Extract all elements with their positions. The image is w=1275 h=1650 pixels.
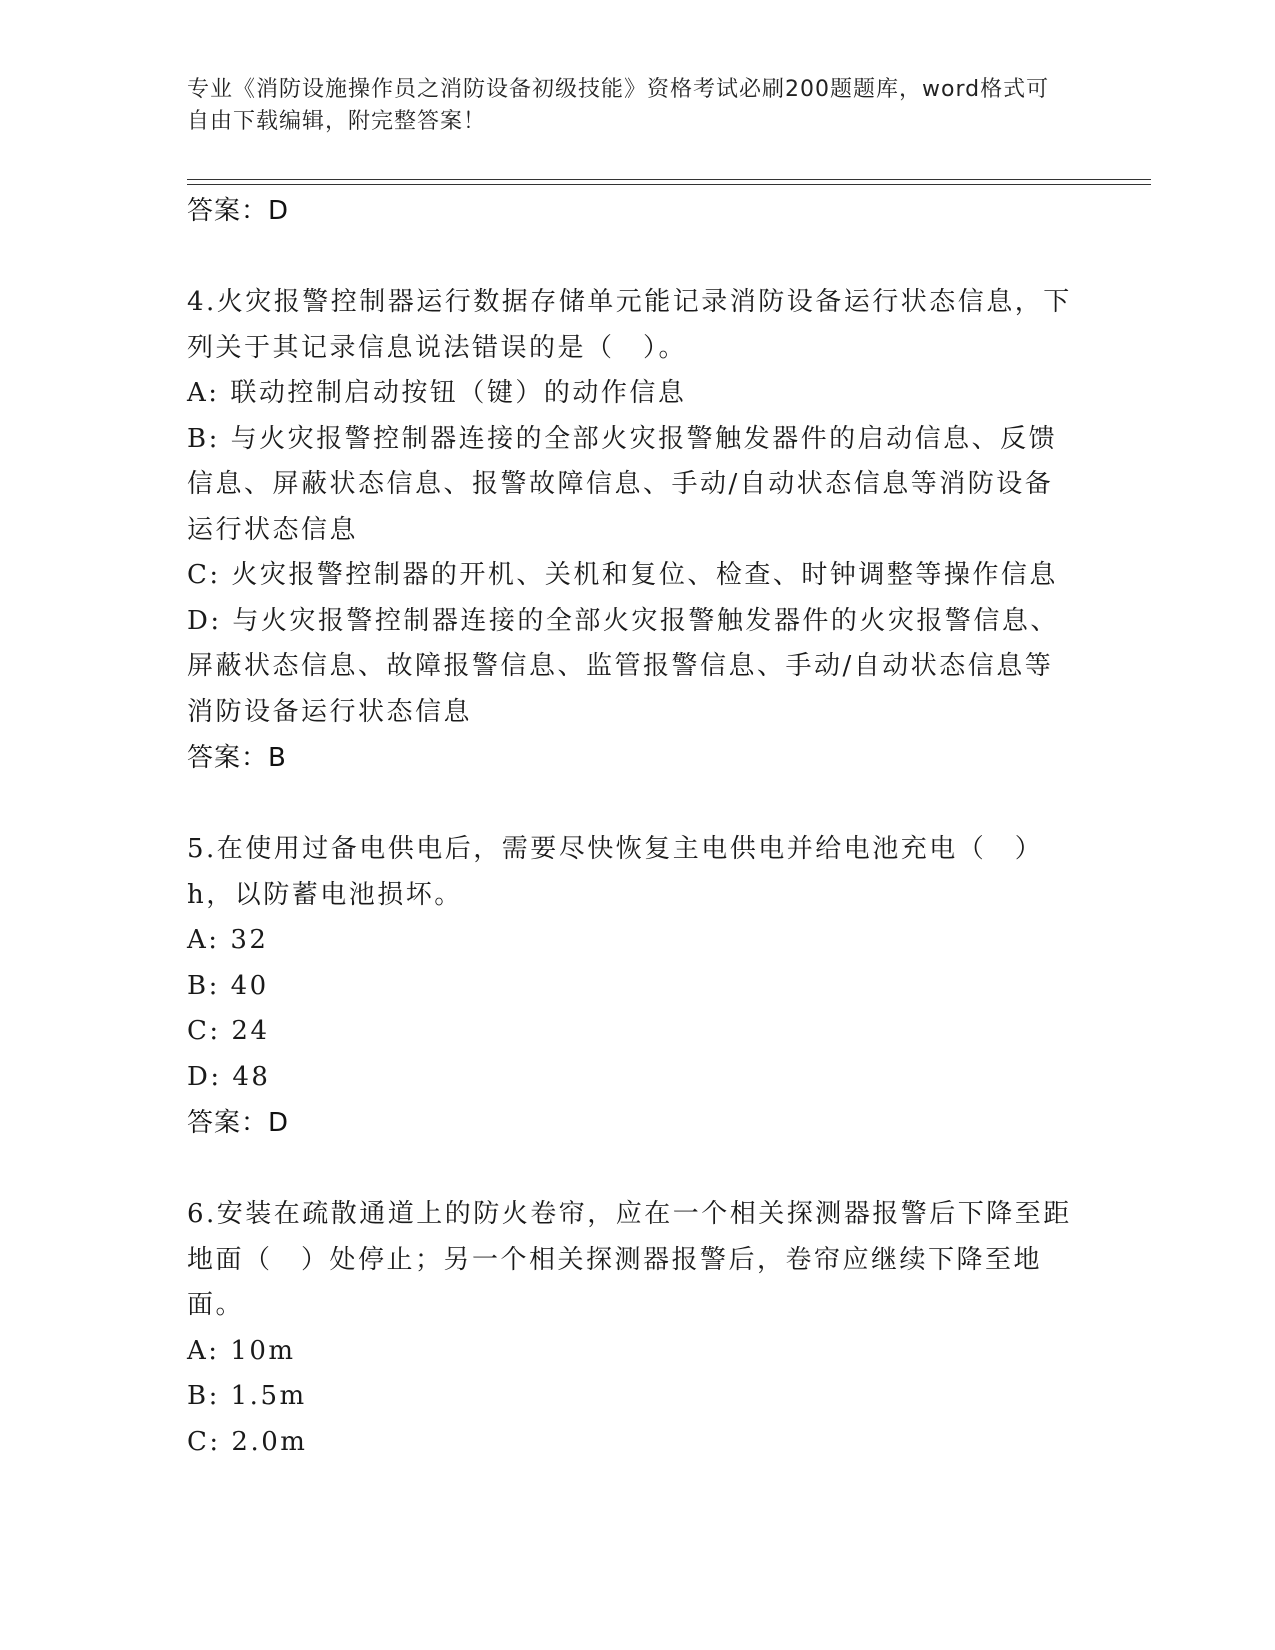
option-key: B: xyxy=(187,970,220,1001)
option-b xyxy=(187,964,1077,1010)
option-text: 10m xyxy=(230,1335,296,1366)
option-key: C: xyxy=(187,1426,221,1457)
answer-label: 答案： xyxy=(187,1108,269,1138)
option-text: 联动控制启动按钮（键）的动作信息 xyxy=(230,378,687,408)
option-text: 与火灾报警控制器连接的全部火灾报警触发器件的启动信息、反馈信息、屏蔽状态信息、报警故障信息、手动/自动状态信息等消防设备运行状态信息 xyxy=(187,423,1058,545)
option-text: 与火灾报警控制器连接的全部火灾报警触发器件的火灾报警信息、屏蔽状态信息、故障报警信息、监管报警信息、手动/自动状态信息等消防设备运行状态信息 xyxy=(187,605,1059,727)
option-text: 48 xyxy=(232,1061,271,1092)
question-item xyxy=(187,827,1077,1146)
option-text: 2.0m xyxy=(231,1426,308,1457)
option-c xyxy=(187,1420,1077,1466)
header-rule-top xyxy=(187,179,1151,180)
previous-answer xyxy=(187,188,1077,234)
option-c xyxy=(187,553,1077,599)
option-d xyxy=(187,1055,1077,1101)
document-header: 专业《消防设施操作员之消防设备初级技能》资格考试必刷200题题库，word格式可自由下载编辑，附完整答案！ xyxy=(187,77,1050,134)
question-text: 4.火灾报警控制器运行数据存储单元能记录消防设备运行状态信息，下列关于其记录信息说法错误的是（ ）。 xyxy=(187,287,1072,363)
question-list xyxy=(187,188,1077,1465)
answer-value: D xyxy=(268,1108,290,1138)
question-text: 6.安装在疏散通道上的防火卷帘，应在一个相关探测器报警后下降至距地面（ ）处停止；另一个相关探测器报警后，卷帘应继续下降至地面。 xyxy=(187,1199,1072,1320)
option-b xyxy=(187,417,1077,554)
answer-value: B xyxy=(268,743,287,773)
option-text: 40 xyxy=(230,970,269,1001)
header-rule-bottom xyxy=(187,184,1151,185)
option-a xyxy=(187,918,1077,964)
option-key: C: xyxy=(187,560,221,590)
option-key: B: xyxy=(187,1381,220,1411)
question-answer xyxy=(187,735,1077,781)
option-key: D: xyxy=(187,605,222,636)
option-key: A: xyxy=(187,925,220,955)
option-d xyxy=(187,599,1077,736)
answer-value: D xyxy=(268,196,290,226)
question-answer xyxy=(187,1100,1077,1146)
question-item xyxy=(187,1192,1077,1465)
option-text: 32 xyxy=(230,925,269,955)
option-text: 火灾报警控制器的开机、关机和复位、检查、时钟调整等操作信息 xyxy=(231,560,1058,590)
option-a xyxy=(187,1329,1077,1375)
option-key: C: xyxy=(187,1016,221,1046)
option-key: A: xyxy=(187,1335,220,1366)
question-text: 5.在使用过备电供电后，需要尽快恢复主电供电并给电池充电（ ）h，以防蓄电池损坏。 xyxy=(187,834,1044,910)
option-b xyxy=(187,1374,1077,1420)
question-item xyxy=(187,280,1077,781)
answer-label: 答案： xyxy=(187,196,269,226)
option-text: 24 xyxy=(231,1016,270,1046)
option-key: B: xyxy=(187,423,220,454)
option-a xyxy=(187,371,1077,417)
answer-label: 答案： xyxy=(187,743,269,773)
option-c xyxy=(187,1009,1077,1055)
option-key: D: xyxy=(187,1061,222,1092)
option-key: A: xyxy=(187,378,220,408)
option-text: 1.5m xyxy=(230,1381,307,1411)
